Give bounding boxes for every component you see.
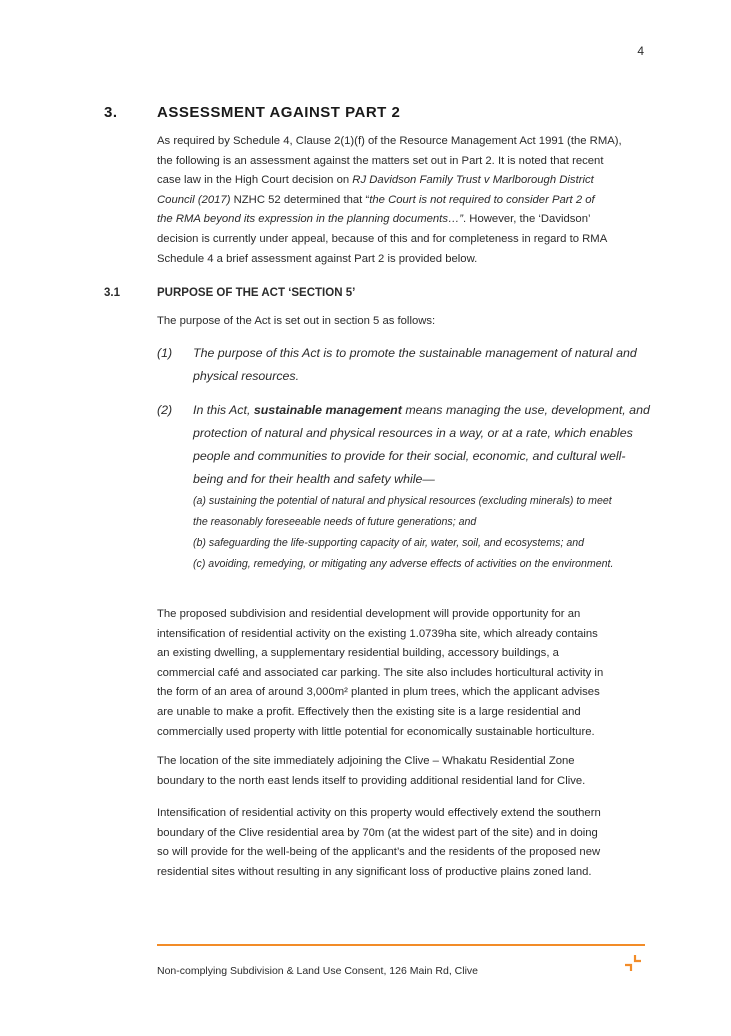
- subitem-a: (a) sustaining the potential of natural and physical resources (excluding minerals) to meet: [193, 495, 612, 507]
- text-line: [157, 191, 647, 211]
- clause-number: (1): [157, 346, 173, 360]
- text-line: so will provide for the well-being of the applicant’s and the residents of the proposed new: [157, 846, 601, 859]
- clause-2: [157, 399, 652, 491]
- subsection-title: PURPOSE OF THE ACT ‘SECTION 5’: [157, 287, 356, 299]
- clause-text-line: protection of natural and physical resources in a way, or at a rate, which enables: [193, 426, 633, 440]
- text-line: commercially used property with little potential for economically sustainable horticulture.: [157, 725, 595, 738]
- company-logo-icon: [624, 954, 642, 972]
- text-run: In this Act,: [193, 403, 254, 417]
- text-line: decision is currently under appeal, because of this and for completeness in regard to RMA: [157, 232, 608, 245]
- quote: the Court is not required to consider Part 2 of: [369, 193, 595, 206]
- text-line: the form of an area of around 3,000m² planted in plum trees, which the applicant advises: [157, 686, 600, 699]
- page-number: 4: [637, 44, 644, 58]
- section-title: ASSESSMENT AGAINST PART 2: [157, 104, 401, 121]
- clause-2-subitems: [193, 491, 663, 575]
- text-line: boundary to the north east lends itself to providing additional residential land for Clive.: [157, 774, 586, 787]
- text-line: residential sites without resulting in any significant loss of productive plains zoned land.: [157, 865, 592, 878]
- defined-term: sustainable management: [253, 403, 402, 417]
- section-number: 3.: [104, 104, 118, 121]
- text-line: [157, 171, 647, 191]
- paragraph-intensification: [157, 804, 647, 882]
- clause-text-line: physical resources.: [193, 369, 300, 383]
- text-line: boundary of the Clive residential area by 70m (at the widest part of the site) and in doing: [157, 826, 598, 839]
- section-3-intro: [157, 132, 647, 269]
- subitem-b: (b) safeguarding the life-supporting capacity of air, water, soil, and ecosystems; and: [193, 537, 585, 549]
- text-run: NZHC 52 determined that “: [230, 193, 370, 206]
- text-run: . However, the ‘Davidson’: [463, 213, 591, 226]
- text-line: As required by Schedule 4, Clause 2(1)(f) of the Resource Management Act 1991 (the RMA),: [157, 135, 622, 147]
- clause-text-line: The purpose of this Act is to promote the sustainable management of natural and: [193, 346, 637, 360]
- subitem-c: (c) avoiding, remedying, or mitigating any adverse effects of activities on the environment.: [193, 558, 614, 570]
- subitem-a-cont: the reasonably foreseeable needs of future generations; and: [193, 516, 477, 528]
- text-line: The proposed subdivision and residential development will provide opportunity for an: [157, 608, 581, 620]
- clause-1: [157, 342, 652, 388]
- quote-cont: the RMA beyond its expression in the planning documents…”: [157, 213, 464, 226]
- section-3-1-lead: The purpose of the Act is set out in section 5 as follows:: [157, 315, 436, 327]
- subsection-number: 3.1: [104, 287, 120, 299]
- text-run: case law in the High Court decision on: [157, 174, 353, 187]
- paragraph-location: [157, 752, 647, 791]
- clause-text-line: [193, 399, 652, 422]
- footer-divider: [157, 944, 645, 946]
- text-line: are unable to make a profit. Effectively then the existing site is a large residential and: [157, 705, 581, 718]
- case-name: RJ Davidson Family Trust v Marlborough District: [352, 174, 594, 187]
- text-run: means managing the use, development, and: [401, 403, 650, 417]
- clause-text-line: people and communities to provide for their social, economic, and cultural well-: [193, 449, 626, 463]
- text-line: the following is an assessment against the matters set out in Part 2. It is noted that recent: [157, 154, 604, 167]
- clause-text-line: being and for their health and safety while—: [193, 472, 435, 486]
- clause-number: (2): [157, 403, 173, 417]
- text-line: Schedule 4 a brief assessment against Part 2 is provided below.: [157, 252, 478, 265]
- text-line: intensification of residential activity on the existing 1.0739ha site, which already contains: [157, 627, 598, 640]
- text-line: The location of the site immediately adjoining the Clive – Whakatu Residential Zone: [157, 755, 575, 767]
- footer-text: Non-complying Subdivision & Land Use Consent, 126 Main Rd, Clive: [157, 965, 478, 977]
- text-line: an existing dwelling, a supplementary residential building, accessory buildings, a: [157, 647, 559, 660]
- text-line: commercial café and associated car parking. The site also includes horticultural activity in: [157, 666, 604, 679]
- paragraph-subdivision: [157, 605, 647, 742]
- text-line: Intensification of residential activity on this property would effectively extend the southern: [157, 807, 601, 819]
- text-line: [157, 210, 647, 230]
- case-name-cont: Council (2017): [157, 193, 231, 206]
